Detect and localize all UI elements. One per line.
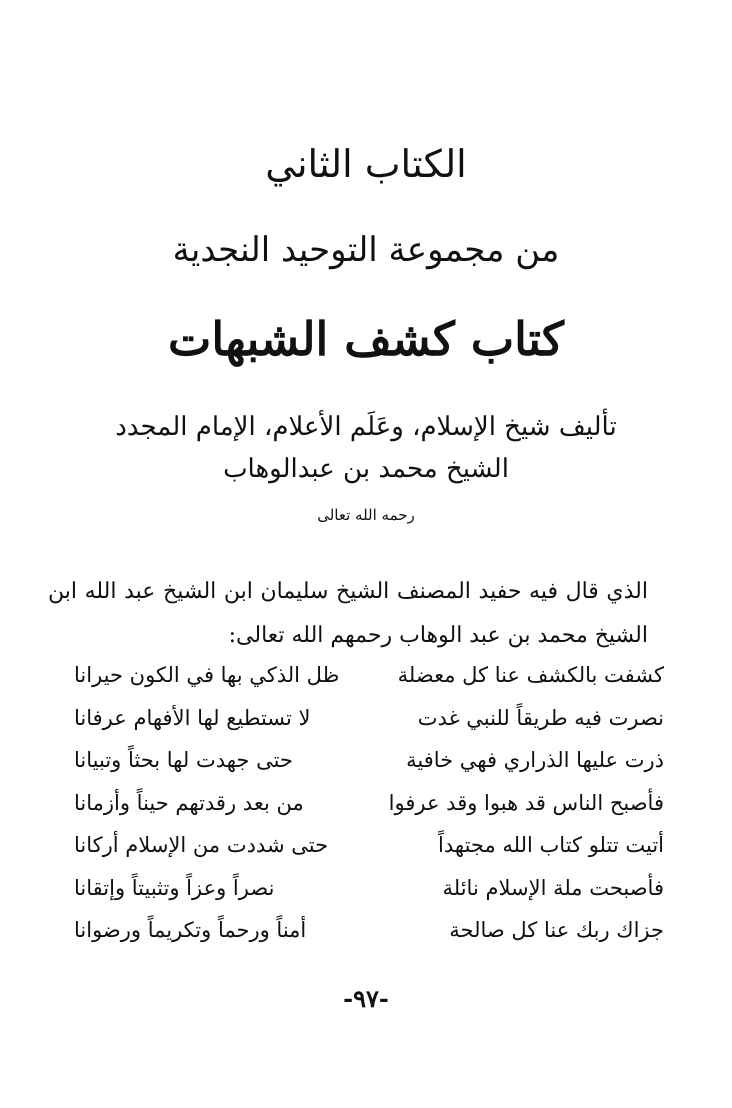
verse-first-hemistich: أتيت تتلو كتاب الله مجتهداً [438,833,664,858]
book-number-heading: الكتاب الثاني [265,142,467,186]
poem-verse [74,782,664,825]
collection-heading: من مجموعة التوحيد النجدية [172,230,560,270]
verse-second-hemistich: من بعد رقدتهم حيناً وأزمانا [74,790,304,815]
poem-verse [74,654,664,697]
verse-second-hemistich: نصراً وعزاً وتثبيتاً وإتقانا [74,875,275,900]
verse-second-hemistich: أمناً ورحماً وتكريماً ورضوانا [74,918,307,943]
page-number: -٩٧- [343,984,389,1013]
poem-verse [74,909,664,952]
verse-second-hemistich: حتى شددت من الإسلام أركانا [74,833,329,858]
verse-first-hemistich: فأصبحت ملة الإسلام نائلة [442,875,664,900]
author-line-3: رحمه الله تعالى [317,506,415,524]
verse-second-hemistich: ظل الذكي بها في الكون حيرانا [74,663,340,688]
verse-second-hemistich: حتى جهدت لها بحثاً وتبيانا [74,748,293,773]
intro-paragraph: الذي قال فيه حفيد المصنف الشيخ سليمان ابن الشيخ عبد الله ابن الشيخ محمد بن عبد الوهاب رحمهم الله تعالى: [48,579,648,648]
verse-first-hemistich: ذرت عليها الذراري فهي خافية [406,748,664,773]
poem [74,654,664,952]
verse-second-hemistich: لا تستطيع لها الأفهام عرفانا [74,705,311,730]
author-line-1: تأليف شيخ الإسلام، وعَلَم الأعلام، الإمام المجدد [115,412,617,442]
verse-first-hemistich: كشفت بالكشف عنا كل معضلة [397,663,664,688]
verse-first-hemistich: نصرت فيه طريقاً للنبي غدت [417,705,664,730]
poem-verse [74,739,664,782]
poem-verse [74,697,664,740]
book-title: كتاب كشف الشبهات [168,312,564,366]
verse-first-hemistich: جزاك ربك عنا كل صالحة [449,918,664,943]
author-line-2: الشيخ محمد بن عبدالوهاب [223,454,509,484]
poem-verse [74,824,664,867]
verse-first-hemistich: فأصبح الناس قد هبوا وقد عرفوا [388,790,664,815]
poem-verse [74,867,664,910]
